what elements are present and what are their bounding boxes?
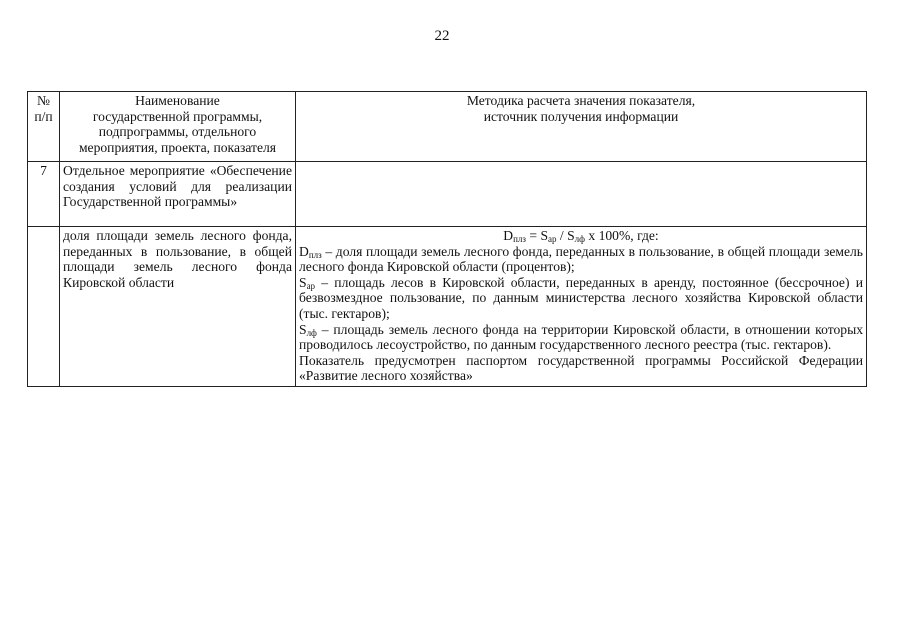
definition-subscript: ар bbox=[306, 280, 316, 291]
formula-divide: / S bbox=[556, 228, 575, 243]
definition-symbol: S bbox=[299, 321, 307, 337]
row-method bbox=[296, 227, 867, 387]
table-row bbox=[28, 227, 867, 387]
formula-equals: = S bbox=[525, 228, 549, 243]
definition-dplz bbox=[299, 244, 863, 275]
header-method-line: источник получения информации bbox=[483, 108, 679, 124]
definition-slf bbox=[299, 322, 863, 353]
header-name-line: Наименование bbox=[135, 93, 220, 108]
definition-sar bbox=[299, 275, 863, 322]
row-number bbox=[28, 227, 60, 387]
header-method bbox=[296, 92, 867, 162]
formula-s1-subscript: ар bbox=[548, 234, 557, 244]
definition-subscript: лф bbox=[306, 327, 317, 338]
definition-symbol: S bbox=[299, 274, 307, 290]
definition-text: – доля площади земель лесного фонда, переданных в пользование, в общей площади земель лесного фонда Кировской области (процентов); bbox=[299, 243, 863, 275]
definition-subscript: плз bbox=[308, 249, 322, 260]
header-name-line: подпрограммы, отдельного bbox=[98, 124, 257, 140]
header-method-line: Методика расчета значения показателя, bbox=[466, 93, 696, 108]
table-row bbox=[28, 162, 867, 227]
row-name: Отдельное мероприятие «Обеспечение создания условий для реализации Государственной программы» bbox=[60, 162, 296, 227]
row-number: 7 bbox=[28, 162, 60, 227]
header-num-line: № bbox=[37, 93, 50, 108]
row-method bbox=[296, 162, 867, 227]
header-name bbox=[60, 92, 296, 162]
formula-lhs: D bbox=[503, 228, 514, 243]
header-name-line: государственной программы, bbox=[92, 108, 263, 124]
page-number: 22 bbox=[434, 28, 450, 44]
definition-text: – площадь лесов в Кировской области, переданных в аренду, постоянное (бессрочное) и безвозмездное пользование, по данным министерства лесного хозяйства Кировской области (тыс. гектаров); bbox=[299, 274, 863, 321]
header-num bbox=[28, 92, 60, 162]
source-note: Показатель предусмотрен паспортом государственной программы Российской Федерации «Развитие лесного хозяйства» bbox=[299, 352, 863, 384]
definition-text: – площадь земель лесного фонда на территории Кировской области, в отношении которых проводилось лесоустройство, по данным государственного лесного реестра (тыс. гектаров). bbox=[299, 321, 863, 353]
row-name: доля площади земель лесного фонда, переданных в пользование, в общей площади земель лесного фонда Кировской области bbox=[60, 227, 296, 387]
definition-symbol: D bbox=[299, 243, 309, 259]
formula bbox=[299, 228, 863, 244]
formula-lhs-subscript: плз bbox=[513, 234, 526, 244]
formula-tail: x 100%, где: bbox=[584, 228, 659, 243]
header-num-line: п/п bbox=[34, 108, 53, 124]
header-name-line: мероприятия, проекта, показателя bbox=[78, 139, 277, 155]
table-header-row bbox=[28, 92, 867, 162]
formula-s2-subscript: лф bbox=[574, 234, 585, 244]
indicator-table bbox=[27, 91, 867, 387]
